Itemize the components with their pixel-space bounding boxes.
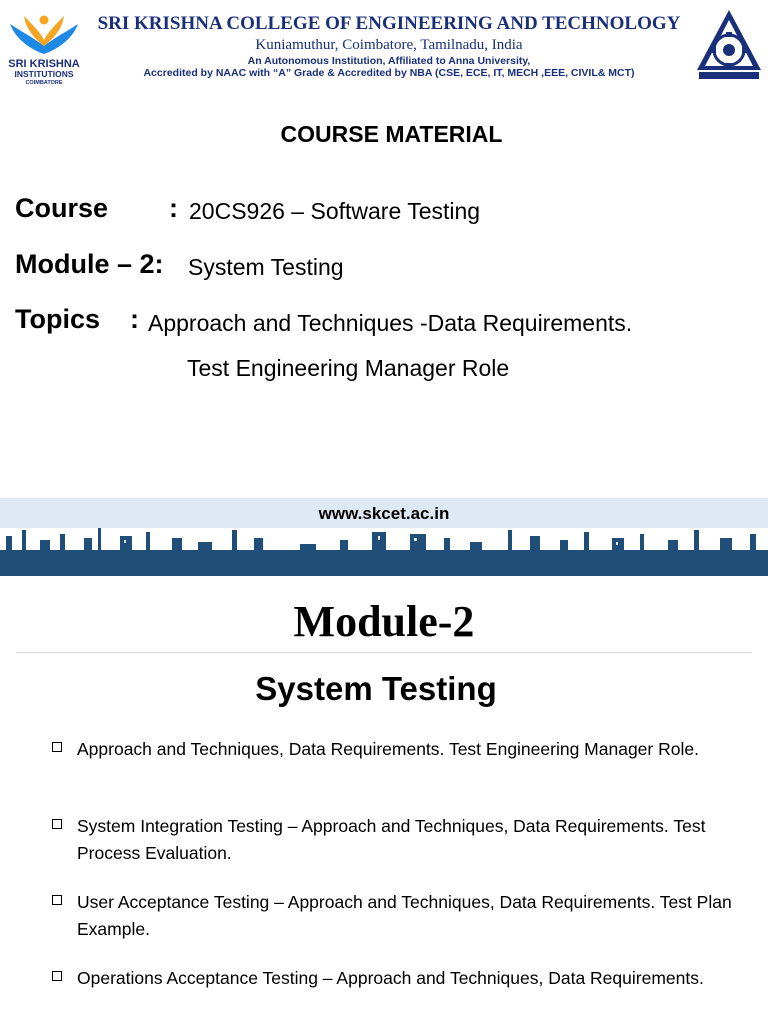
- sri-krishna-institutions-logo: [2, 10, 86, 86]
- module-label: Module – 2:: [15, 249, 164, 279]
- divider: [16, 652, 752, 653]
- college-emblem-icon: [695, 8, 763, 84]
- list-item: [52, 889, 742, 942]
- module-value: System Testing: [188, 254, 344, 280]
- checkbox-bullet-icon: [52, 742, 62, 752]
- checkbox-bullet-icon: [52, 895, 62, 905]
- college-affiliation: An Autonomous Institution, Affiliated to Anna University,: [247, 55, 531, 67]
- website-link[interactable]: www.skcet.ac.in: [318, 504, 450, 523]
- course-material-title: COURSE MATERIAL: [280, 121, 503, 147]
- logo-text-2: INSTITUTIONS: [14, 69, 74, 79]
- topics-value-1: Approach and Techniques -Data Requirements.: [148, 310, 633, 336]
- list-item: [52, 965, 742, 992]
- logo-text-3: COIMBATORE: [25, 80, 63, 86]
- list-item-text: Operations Acceptance Testing – Approach and Techniques, Data Requirements.: [77, 968, 704, 988]
- topics-colon: :: [130, 304, 139, 334]
- topics-value-2: Test Engineering Manager Role: [187, 355, 510, 381]
- list-item-text: User Acceptance Testing – Approach and Techniques, Data Requirements. Test Plan Example.: [77, 892, 732, 939]
- list-item: [52, 736, 742, 763]
- module-heading: Module-2: [293, 597, 475, 646]
- logo-text-1: SRI KRISHNA: [8, 58, 80, 70]
- topics-label: Topics: [15, 304, 101, 334]
- course-value: 20CS926 – Software Testing: [189, 198, 481, 224]
- college-accreditation: Accredited by NAAC with “A” Grade & Accredited by NBA (CSE, ECE, IT, MECH ,EEE, CIVIL& MCT): [143, 67, 635, 79]
- college-location: Kuniamuthur, Coimbatore, Tamilnadu, India: [255, 37, 523, 53]
- college-name: SRI KRISHNA COLLEGE OF ENGINEERING AND TECHNOLOGY: [97, 13, 681, 34]
- list-item-text: Approach and Techniques, Data Requirements. Test Engineering Manager Role.: [77, 739, 699, 759]
- list-item: [52, 813, 742, 866]
- city-skyline-graphic: [0, 526, 768, 576]
- course-label: Course: [15, 193, 109, 223]
- checkbox-bullet-icon: [52, 819, 62, 829]
- system-testing-heading: System Testing: [255, 670, 497, 707]
- course-colon: :: [169, 193, 178, 223]
- list-item-text: System Integration Testing – Approach and Techniques, Data Requirements. Test Process Evaluation.: [77, 816, 706, 863]
- checkbox-bullet-icon: [52, 971, 62, 981]
